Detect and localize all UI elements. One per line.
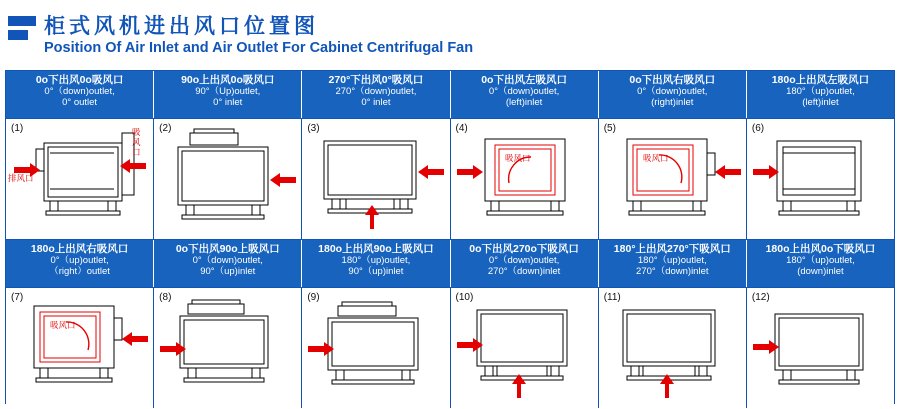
caption-line-6b: (left)inlet [802, 97, 839, 108]
caption-line-1a: 0°（down)outlet, [44, 86, 115, 97]
caption-cell-2 [154, 71, 302, 118]
caption-line-7b: （right）outlet [49, 266, 110, 277]
inlet-label-5: 吸风口 [642, 153, 669, 163]
caption-line-8a: 0°（down)outlet, [192, 255, 263, 266]
caption-title-2: 90o上出风0o吸风口 [181, 74, 275, 86]
figure-cell-7 [6, 288, 154, 408]
page-subtitle: Position Of Air Inlet and Air Outlet For Cabinet Centrifugal Fan [44, 40, 474, 56]
caption-cell-4 [451, 71, 599, 118]
figure-cell-2 [154, 119, 302, 239]
fan-drawing-5 [599, 119, 746, 239]
caption-title-1: 0o下出风0o吸风口 [35, 74, 124, 86]
caption-title-11: 180°上出风270°下吸风口 [613, 243, 731, 255]
caption-cell-9 [302, 240, 450, 287]
svg-text:口: 口 [132, 147, 141, 157]
caption-line-12a: 180°（up)outlet, [786, 255, 855, 266]
caption-row-2 [6, 240, 894, 287]
diagram-grid [5, 70, 895, 404]
caption-line-1b: 0° outlet [62, 97, 98, 108]
caption-row-1 [6, 71, 894, 118]
figure-cell-5 [599, 119, 747, 239]
caption-line-11a: 180°（up)outlet, [637, 255, 707, 266]
fan-drawing-1 [6, 119, 153, 239]
caption-cell-11 [599, 240, 747, 287]
figure-cell-10 [451, 288, 599, 408]
figure-cell-8 [154, 288, 302, 408]
caption-cell-3 [302, 71, 450, 118]
caption-title-7: 180o上出风右吸风口 [30, 243, 129, 255]
figure-index-5: (5) [603, 123, 616, 134]
figure-index-9: (9) [307, 292, 320, 303]
fan-drawing-2 [154, 119, 301, 239]
figure-cell-4 [451, 119, 599, 239]
figure-index-1: (1) [11, 123, 24, 134]
fan-drawing-3 [302, 119, 449, 239]
caption-line-6a: 180°（up)outlet, [786, 86, 855, 97]
caption-line-9a: 180°（up)outlet, [341, 255, 411, 266]
svg-text:风: 风 [132, 137, 141, 147]
fan-drawing-8 [154, 288, 301, 408]
page-header [0, 0, 900, 66]
inlet-label-7: 吸风口 [50, 320, 76, 330]
caption-cell-8 [154, 240, 302, 287]
fan-drawing-9 [302, 288, 449, 408]
caption-line-2b: 0° inlet [213, 97, 243, 108]
caption-title-10: 0o下出风270o下吸风口 [469, 243, 579, 255]
figure-index-11: (11) [603, 292, 621, 303]
caption-cell-7 [6, 240, 154, 287]
caption-title-12: 180o上出风0o下吸风口 [765, 243, 876, 255]
inlet-label-1: 吸 [132, 127, 141, 137]
figure-index-6: (6) [751, 123, 765, 134]
caption-line-3b: 0° inlet [361, 97, 391, 108]
fan-drawing-11 [599, 288, 746, 408]
caption-line-9b: 90°（up)inlet [348, 266, 404, 277]
caption-title-9: 180o上出风90o上吸风口 [318, 243, 434, 255]
figure-index-10: (10) [455, 292, 474, 303]
caption-cell-1 [6, 71, 154, 118]
caption-line-3a: 270°（down)outlet, [335, 86, 417, 97]
fan-drawing-12 [747, 288, 894, 408]
caption-line-5b: (right)inlet [651, 97, 694, 108]
figure-cell-9 [302, 288, 450, 408]
caption-line-10a: 0°（down)outlet, [488, 255, 560, 266]
figure-cell-6 [747, 119, 894, 239]
caption-line-12b: (down)inlet [797, 266, 844, 277]
fan-drawing-4 [451, 119, 598, 239]
figure-index-12: (12) [751, 292, 770, 303]
caption-title-5: 0o下出风右吸风口 [629, 74, 716, 86]
figure-index-2: (2) [159, 123, 172, 134]
figure-row-2 [6, 287, 894, 408]
caption-line-7a: 0°（up)outlet, [50, 255, 109, 266]
figure-cell-1 [6, 119, 154, 239]
figure-index-4: (4) [455, 123, 468, 134]
page-title: 柜式风机进出风口位置图 [44, 15, 319, 38]
fan-drawing-10 [451, 288, 598, 408]
outlet-label-1: 排风口 [8, 173, 34, 183]
caption-title-8: 0o下出风90o上吸风口 [175, 243, 280, 255]
caption-title-6: 180o上出风左吸风口 [771, 74, 870, 86]
inlet-label-4: 吸风口 [504, 153, 531, 163]
figure-row-1 [6, 118, 894, 240]
caption-title-3: 270°下出风0°吸风口 [328, 74, 424, 86]
fan-drawing-7 [6, 288, 153, 408]
caption-line-10b: 270°（down)inlet [487, 266, 561, 277]
caption-cell-12 [747, 240, 894, 287]
caption-line-11b: 270°（down)inlet [636, 266, 709, 277]
figure-index-7: (7) [11, 292, 24, 303]
figure-cell-12 [747, 288, 894, 408]
caption-cell-6 [747, 71, 894, 118]
caption-title-4: 0o下出风左吸风口 [481, 74, 567, 86]
caption-line-4b: (left)inlet [505, 97, 543, 108]
caption-line-2a: 90°（Up)outlet, [195, 86, 261, 97]
caption-line-5a: 0°（down)outlet, [637, 86, 708, 97]
figure-index-8: (8) [159, 292, 172, 303]
caption-cell-5 [599, 71, 747, 118]
caption-cell-10 [451, 240, 599, 287]
figure-cell-11 [599, 288, 747, 408]
caption-line-8b: 90°（up)inlet [200, 266, 256, 277]
logo-mark [8, 16, 36, 42]
caption-line-4a: 0°（down)outlet, [488, 86, 560, 97]
fan-drawing-6 [747, 119, 894, 239]
figure-index-3: (3) [307, 123, 320, 134]
figure-cell-3 [302, 119, 450, 239]
